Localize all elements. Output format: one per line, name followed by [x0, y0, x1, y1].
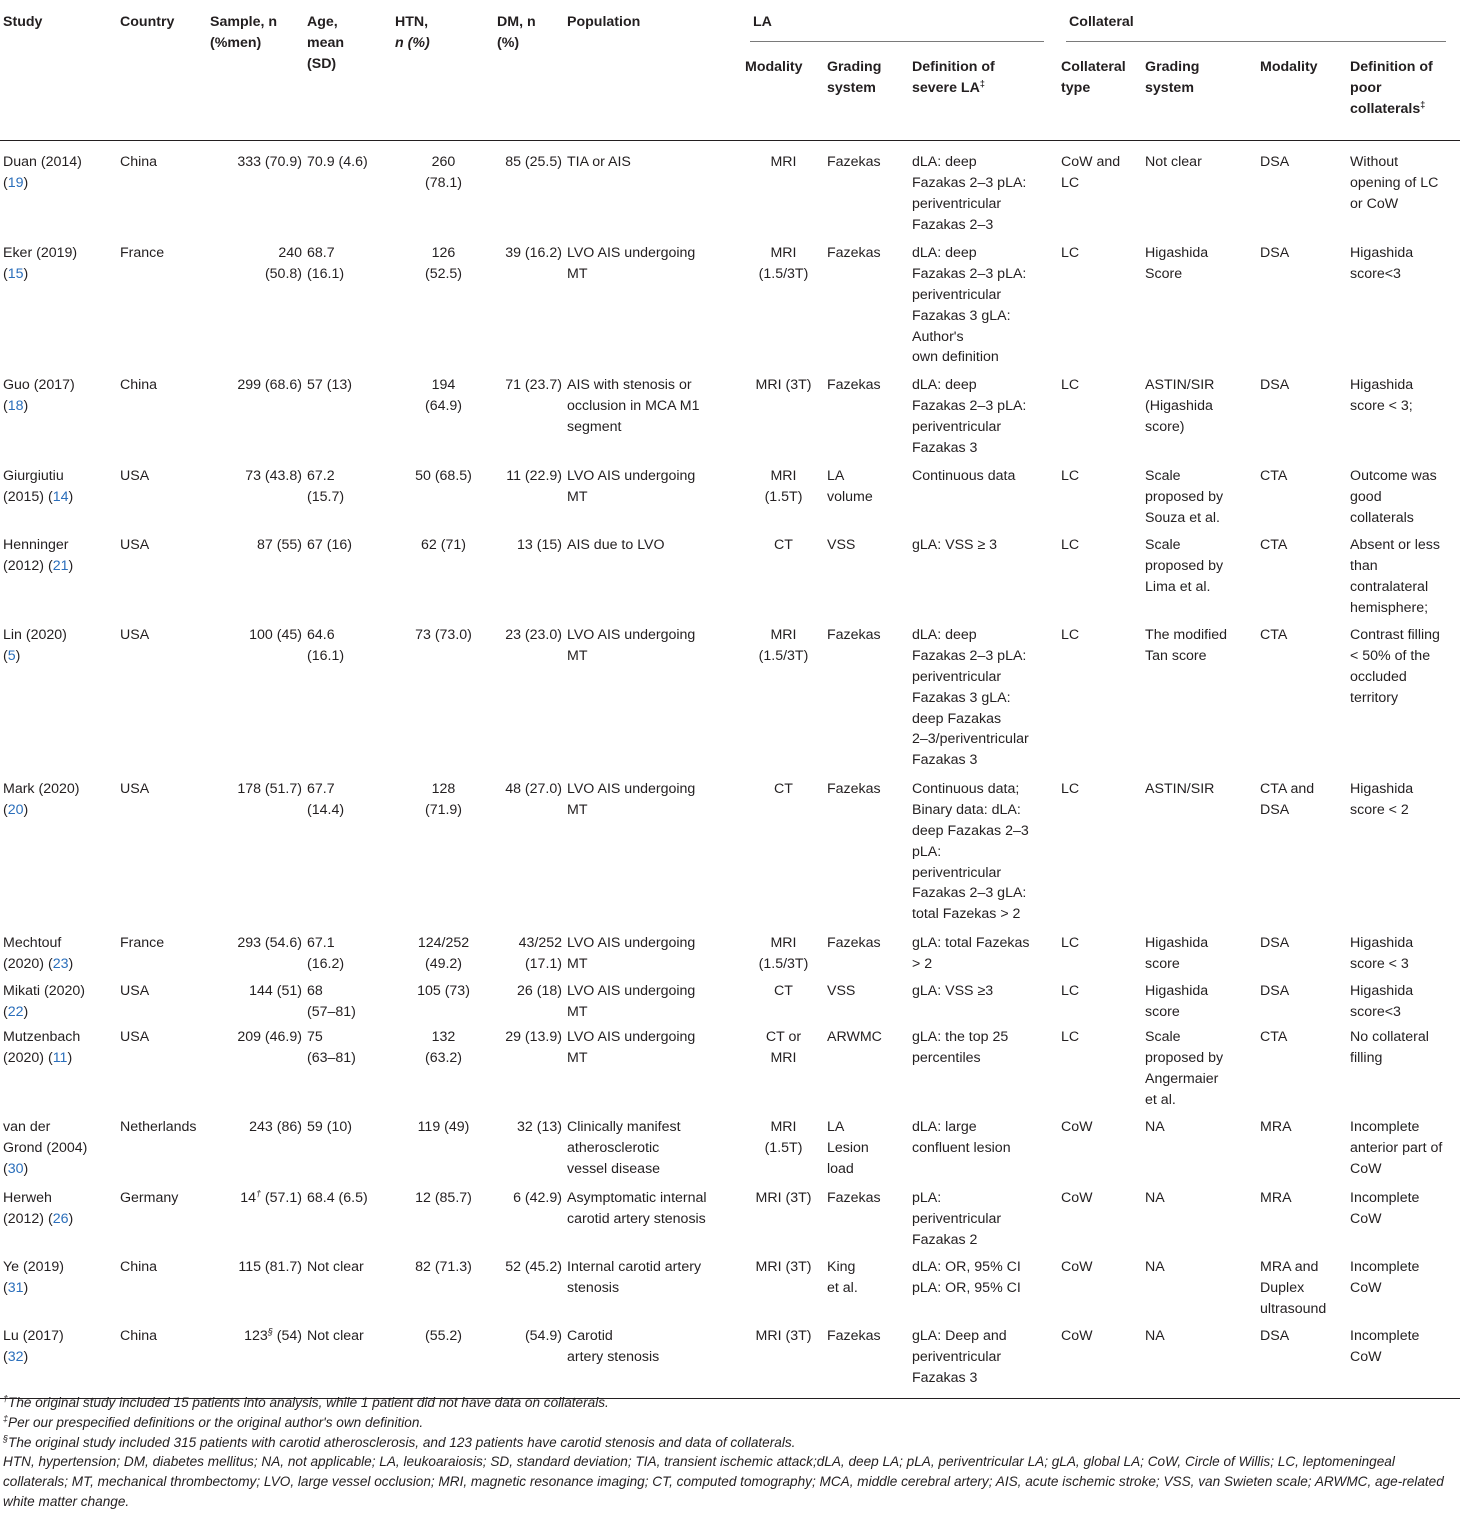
study-name: (2020)	[3, 956, 45, 973]
reference-link[interactable]: 22	[7, 1004, 24, 1021]
reference-link[interactable]: 15	[7, 266, 24, 283]
header-collateral-modality: Modality	[1260, 59, 1318, 75]
cell-population: LVO AIS undergoing MT	[567, 627, 696, 665]
cell-col-grading: ASTIN/SIR	[1145, 781, 1215, 798]
table-row	[0, 466, 1460, 535]
cell-dm: 39 (16.2)	[505, 245, 562, 262]
cell-col-modality: CTA	[1260, 1029, 1288, 1046]
cell-la-definition: dLA: deep Fazakas 2–3 pLA: periventricular Fazakas 3 gLA: Author's own definition	[912, 245, 1027, 366]
cell-country: Netherlands	[120, 1119, 197, 1136]
table-row	[0, 779, 1460, 933]
header-collateral-group: Collateral	[1058, 4, 1460, 49]
cell-la-grading: LA Lesion load	[827, 1119, 869, 1177]
cell-la-definition: Continuous data	[912, 468, 1016, 485]
cell-study: Mutzenbach (2020) (11)	[3, 1029, 81, 1067]
cell-la-definition: dLA: OR, 95% CI pLA: OR, 95% CI	[912, 1259, 1021, 1297]
cell-population: Clinically manifest atherosclerotic vessel disease	[567, 1119, 681, 1177]
cell-dm: 23 (23.0)	[505, 627, 562, 644]
study-name: Grond (2004)	[3, 1140, 88, 1157]
cell-col-grading: Scale proposed by Lima et al.	[1145, 537, 1224, 595]
cell-la-grading: ARWMC	[827, 1029, 882, 1046]
study-name: Mark (2020)	[3, 781, 80, 798]
cell-htn: (55.2)	[424, 1328, 463, 1345]
cell-country: China	[120, 1328, 158, 1345]
table-body	[0, 152, 1460, 1398]
footnote-dagger: †The original study included 15 patients into analysis, while 1 patient did not have data on collaterals.	[3, 1393, 609, 1410]
cell-la-modality: MRI (1.5/3T)	[758, 245, 809, 283]
cell-col-definition: Incomplete CoW	[1350, 1190, 1420, 1228]
cell-country: China	[120, 154, 158, 171]
cell-col-modality: CTA	[1260, 537, 1288, 554]
cell-sample: 123§ (54)	[244, 1326, 302, 1345]
cell-la-definition: dLA: deep Fazakas 2–3 pLA: periventricular Fazakas 3	[912, 377, 1027, 456]
cell-la-modality: CT or MRI	[765, 1029, 802, 1067]
cell-col-modality: CTA and DSA	[1260, 781, 1315, 819]
cell-col-modality: DSA	[1260, 935, 1290, 952]
cell-htn: 119 (49)	[417, 1119, 470, 1136]
cell-age: 68.7 (16.1)	[307, 245, 345, 283]
cell-la-grading: Fazekas	[827, 245, 881, 262]
cell-col-type: LC	[1061, 468, 1080, 485]
cell-col-modality: CTA	[1260, 468, 1288, 485]
reference-link[interactable]: 11	[52, 1050, 68, 1067]
cell-la-modality: MRI	[770, 154, 797, 171]
cell-study: Ye (2019) (31)	[3, 1259, 65, 1297]
cell-htn: 126 (52.5)	[424, 245, 463, 283]
reference-link[interactable]: 31	[7, 1280, 24, 1297]
cell-la-grading: Fazekas	[827, 935, 881, 952]
table-row	[0, 152, 1460, 243]
header-htn: HTN, n (%)	[395, 14, 430, 51]
table-row	[0, 1117, 1460, 1188]
cell-sample: 243 (86)	[249, 1119, 302, 1136]
cell-age: 67 (16)	[307, 537, 352, 554]
cell-col-type: CoW and LC	[1061, 154, 1121, 192]
cell-col-modality: MRA and Duplex ultrasound	[1260, 1259, 1327, 1317]
cell-col-modality: CTA	[1260, 627, 1288, 644]
table-row	[0, 625, 1460, 779]
cell-age: 57 (13)	[307, 377, 352, 394]
header-la-definition: Definition of severe LA‡	[912, 59, 995, 96]
cell-htn: 132 (63.2)	[424, 1029, 463, 1067]
cell-dm: 52 (45.2)	[505, 1259, 562, 1276]
header-la-modality: Modality	[745, 59, 803, 75]
header-la-grading: Grading system	[827, 59, 882, 96]
cell-col-definition: Higashida score < 3;	[1350, 377, 1414, 415]
cell-age: Not clear	[307, 1259, 364, 1276]
cell-col-grading: ASTIN/SIR (Higashida score)	[1145, 377, 1215, 435]
study-name: Ye (2019)	[3, 1259, 65, 1276]
cell-la-definition: gLA: VSS ≥ 3	[912, 537, 998, 554]
cell-la-modality: MRI (1.5/3T)	[758, 627, 809, 665]
study-name: Guo (2017)	[3, 377, 75, 394]
cell-col-definition: Contrast filling < 50% of the occluded territory	[1350, 627, 1440, 706]
study-name: van der	[3, 1119, 51, 1136]
cell-age: 68.4 (6.5)	[307, 1190, 368, 1207]
cell-population: Asymptomatic internal carotid artery stenosis	[567, 1190, 707, 1228]
cell-la-modality: CT	[774, 983, 793, 1000]
table-row	[0, 243, 1460, 375]
cell-population: LVO AIS undergoing MT	[567, 1029, 696, 1067]
cell-country: Germany	[120, 1190, 179, 1207]
cell-study: Lu (2017) (32)	[3, 1328, 64, 1366]
cell-population: AIS due to LVO	[567, 537, 665, 554]
table-row	[0, 981, 1460, 1027]
cell-htn: 105 (73)	[417, 983, 470, 1000]
footnote-section: §The original study included 315 patients with carotid atherosclerosis, and 123 patients have carotid stenosis and data of collaterals.	[3, 1433, 796, 1450]
cell-study: Herweh (2012) (26)	[3, 1190, 74, 1228]
cell-sample: 209 (46.9)	[237, 1029, 302, 1046]
cell-la-definition: dLA: deep Fazakas 2–3 pLA: periventricular Fazakas 2–3	[912, 154, 1027, 233]
cell-la-grading: VSS	[827, 537, 856, 554]
cell-age: 68 (57–81)	[307, 983, 356, 1021]
study-name: Mutzenbach	[3, 1029, 81, 1046]
cell-col-grading: Scale proposed by Souza et al.	[1145, 468, 1224, 526]
cell-age: 70.9 (4.6)	[307, 154, 368, 171]
cell-age: 64.6 (16.1)	[307, 627, 345, 665]
footnote-double-dagger: ‡Per our prespecified definitions or the original author's own definition.	[3, 1413, 424, 1430]
cell-la-modality: MRI (1.5/3T)	[758, 935, 809, 973]
table-row	[0, 535, 1460, 625]
cell-sample: 115 (81.7)	[238, 1259, 302, 1276]
cell-col-definition: Outcome was good collaterals	[1350, 468, 1437, 526]
header-la-group: LA	[742, 4, 1058, 49]
study-name: Lin (2020)	[3, 627, 67, 644]
header-age: Age, mean (SD)	[307, 14, 345, 72]
cell-sample: 100 (45)	[249, 627, 302, 644]
table-row	[0, 375, 1460, 466]
cell-col-definition: Higashida score<3	[1350, 245, 1414, 283]
cell-la-modality: MRI (1.5T)	[764, 468, 803, 506]
reference-link[interactable]: 21	[52, 558, 69, 575]
study-name: Lu (2017)	[3, 1328, 64, 1345]
cell-study: Eker (2019) (15)	[3, 245, 78, 283]
cell-col-definition: Incomplete anterior part of CoW	[1350, 1119, 1443, 1177]
cell-age: 75 (63–81)	[307, 1029, 356, 1067]
cell-col-type: CoW	[1061, 1259, 1093, 1276]
cell-age: 59 (10)	[307, 1119, 352, 1136]
study-name: Eker (2019)	[3, 245, 78, 262]
study-name: Duan (2014)	[3, 154, 82, 171]
reference-link[interactable]: 20	[7, 802, 24, 819]
cell-sample: 299 (68.6)	[237, 377, 302, 394]
header-collateral-definition: Definition of poor collaterals‡	[1350, 59, 1433, 117]
cell-col-type: LC	[1061, 537, 1080, 554]
cell-population: LVO AIS undergoing MT	[567, 245, 696, 283]
reference-link[interactable]: 14	[52, 489, 69, 506]
footnotes	[3, 1393, 1453, 1512]
cell-col-grading: Higashida Score	[1145, 245, 1209, 283]
cell-htn: 128 (71.9)	[424, 781, 463, 819]
cell-country: USA	[120, 537, 150, 554]
cell-population: LVO AIS undergoing MT	[567, 935, 696, 973]
cell-col-type: CoW	[1061, 1328, 1093, 1345]
cell-la-definition: dLA: large confluent lesion	[912, 1119, 1011, 1157]
reference-link[interactable]: 19	[7, 175, 24, 192]
table-row	[0, 1326, 1460, 1398]
cell-dm: 11 (22.9)	[506, 468, 562, 485]
table-row	[0, 1257, 1460, 1326]
cell-dm: 13 (15)	[517, 537, 562, 554]
cell-study: Henninger (2012) (21)	[3, 537, 74, 575]
cell-col-grading: Higashida score	[1145, 983, 1209, 1021]
cell-sample: 293 (54.6)	[237, 935, 302, 952]
header-population: Population	[567, 14, 641, 30]
header-sample: Sample, n (%men)	[210, 14, 278, 51]
cell-age: 67.7 (14.4)	[307, 781, 345, 819]
cell-sample: 333 (70.9)	[237, 154, 302, 171]
cell-htn: 62 (71)	[421, 537, 466, 554]
cell-study: Giurgiutiu (2015) (14)	[3, 468, 74, 506]
cell-col-type: CoW	[1061, 1119, 1093, 1136]
study-name: Mechtouf	[3, 935, 62, 952]
cell-la-grading: Fazekas	[827, 154, 881, 171]
cell-dm: (54.9)	[524, 1328, 562, 1345]
cell-la-modality: MRI (1.5T)	[764, 1119, 803, 1157]
cell-sample: 178 (51.7)	[237, 781, 302, 798]
cell-col-definition: Higashida score < 2	[1350, 781, 1414, 819]
cell-study: Mark (2020) (20)	[3, 781, 80, 819]
cell-population: LVO AIS undergoing MT	[567, 983, 696, 1021]
cell-htn: 50 (68.5)	[415, 468, 472, 485]
cell-la-modality: MRI (3T)	[755, 1328, 812, 1345]
cell-country: China	[120, 377, 158, 394]
cell-country: China	[120, 1259, 158, 1276]
reference-link[interactable]: 30	[7, 1160, 24, 1177]
header-study: Study	[3, 14, 43, 30]
cell-col-definition: Higashida score<3	[1350, 983, 1414, 1021]
cell-col-type: LC	[1061, 245, 1080, 262]
cell-col-type: CoW	[1061, 1190, 1093, 1207]
cell-col-definition: Incomplete CoW	[1350, 1259, 1420, 1297]
cell-la-grading: Fazekas	[827, 781, 881, 798]
cell-col-definition: Higashida score < 3	[1350, 935, 1414, 973]
cell-study: Mechtouf (2020) (23)	[3, 935, 74, 973]
cell-dm: 32 (13)	[517, 1119, 562, 1136]
cell-country: USA	[120, 627, 150, 644]
cell-col-modality: DSA	[1260, 377, 1290, 394]
cell-la-definition: Continuous data; Binary data: dLA: deep Fazakas 2–3 pLA: periventricular Fazakas 2–3 gLA: total Fazekas > 2	[912, 781, 1029, 923]
cell-sample: 144 (51)	[249, 983, 302, 1000]
study-name: Mikati (2020)	[3, 983, 86, 1000]
cell-country: France	[120, 935, 165, 952]
cell-country: USA	[120, 781, 150, 798]
cell-col-type: LC	[1061, 935, 1080, 952]
header-dm: DM, n (%)	[497, 14, 536, 51]
cell-col-grading: Scale proposed by Angermaier et al.	[1145, 1029, 1224, 1108]
cell-col-type: LC	[1061, 377, 1080, 394]
header-collateral-type: Collateral type	[1061, 59, 1126, 96]
cell-col-modality: DSA	[1260, 245, 1290, 262]
study-name: Herweh	[3, 1190, 52, 1207]
cell-col-modality: MRA	[1260, 1119, 1292, 1136]
cell-population: LVO AIS undergoing MT	[567, 468, 696, 506]
cell-col-definition: No collateral filling	[1350, 1029, 1429, 1067]
cell-htn: 194 (64.9)	[424, 377, 463, 415]
cell-sample: 73 (43.8)	[245, 468, 302, 485]
cell-dm: 85 (25.5)	[505, 154, 562, 171]
cell-col-grading: NA	[1145, 1190, 1165, 1207]
cell-col-grading: NA	[1145, 1328, 1165, 1345]
reference-link[interactable]: 23	[52, 956, 69, 973]
cell-la-grading: Fazekas	[827, 377, 881, 394]
cell-country: USA	[120, 1029, 150, 1046]
cell-dm: 48 (27.0)	[505, 781, 562, 798]
cell-study: Lin (2020) (5)	[3, 627, 67, 665]
cell-sample: 14† (57.1)	[240, 1188, 302, 1207]
cell-la-grading: Fazekas	[827, 1328, 881, 1345]
study-name: Giurgiutiu	[3, 468, 64, 485]
study-name: (2015)	[3, 489, 45, 506]
cell-htn: 82 (71.3)	[415, 1259, 472, 1276]
cell-la-grading: King et al.	[827, 1259, 858, 1297]
reference-link[interactable]: 18	[7, 398, 24, 415]
table-row	[0, 933, 1460, 981]
cell-study: van der Grond (2004) (30)	[3, 1119, 88, 1177]
cell-htn: 124/252 (49.2)	[417, 935, 470, 973]
cell-la-grading: Fazekas	[827, 627, 881, 644]
study-name: Henninger	[3, 537, 69, 554]
cell-dm: 29 (13.9)	[505, 1029, 562, 1046]
cell-age: 67.1 (16.2)	[307, 935, 345, 973]
cell-dm: 6 (42.9)	[513, 1190, 562, 1207]
cell-la-definition: gLA: Deep and periventricular Fazakas 3	[912, 1328, 1007, 1386]
study-characteristics-table	[0, 4, 1460, 1399]
cell-col-modality: MRA	[1260, 1190, 1292, 1207]
cell-la-definition: dLA: deep Fazakas 2–3 pLA: periventricular Fazakas 3 gLA: deep Fazakas 2–3/periventricular Fazakas 3	[912, 627, 1029, 769]
cell-country: USA	[120, 468, 150, 485]
cell-col-grading: Higashida score	[1145, 935, 1209, 973]
cell-sample: 240 (50.8)	[264, 245, 302, 283]
header-collateral-grading: Grading system	[1145, 59, 1200, 96]
cell-la-definition: gLA: total Fazekas > 2	[912, 935, 1030, 973]
footnote-abbreviations: HTN, hypertension; DM, diabetes mellitus; NA, not applicable; LA, leukoaraiosis; SD, standard deviation; TIA, transient ischemic attack;dLA, deep LA; pLA, periventricular LA; gLA, global LA; CoW, Circle of Willis; LC, leptomeningeal collaterals; MT, mechanical thrombectomy; LVO, large vessel occlusion; MRI, magnetic resonance imaging; CT, computed tomography; MCA, middle cerebral artery; AIS, acute ischemic stroke; VSS, van Swieten scale; ARWMC, age-related white matter change.	[3, 1454, 1444, 1509]
cell-col-definition: Absent or less than contralateral hemisphere;	[1350, 537, 1440, 616]
cell-population: Internal carotid artery stenosis	[567, 1259, 702, 1297]
study-name: (2012)	[3, 1211, 45, 1228]
cell-col-type: LC	[1061, 983, 1080, 1000]
cell-col-modality: DSA	[1260, 154, 1290, 171]
cell-population: Carotid artery stenosis	[567, 1328, 660, 1366]
cell-col-definition: Without opening of LC or CoW	[1350, 154, 1439, 212]
cell-age: 67.2 (15.7)	[307, 468, 345, 506]
study-name: (2012)	[3, 558, 45, 575]
cell-col-grading: NA	[1145, 1259, 1165, 1276]
cell-la-modality: MRI (3T)	[755, 377, 812, 394]
cell-col-grading: The modified Tan score	[1145, 627, 1228, 665]
cell-sample: 87 (55)	[257, 537, 302, 554]
cell-la-modality: CT	[774, 781, 793, 798]
header-country: Country	[120, 14, 175, 30]
cell-la-modality: CT	[774, 537, 793, 554]
cell-htn: 260 (78.1)	[424, 154, 463, 192]
cell-la-grading: LA volume	[827, 468, 873, 506]
cell-col-modality: DSA	[1260, 983, 1290, 1000]
cell-col-definition: Incomplete CoW	[1350, 1328, 1420, 1366]
table-row	[0, 1188, 1460, 1257]
cell-population: LVO AIS undergoing MT	[567, 781, 696, 819]
cell-la-modality: MRI (3T)	[755, 1190, 812, 1207]
study-name: (2020)	[3, 1050, 45, 1067]
cell-study: Guo (2017) (18)	[3, 377, 75, 415]
cell-la-grading: Fazekas	[827, 1190, 881, 1207]
cell-study: Duan (2014) (19)	[3, 154, 82, 192]
cell-population: AIS with stenosis or occlusion in MCA M1 segment	[567, 377, 700, 435]
cell-col-modality: DSA	[1260, 1328, 1290, 1345]
cell-study: Mikati (2020) (22)	[3, 983, 86, 1021]
cell-population: TIA or AIS	[567, 154, 631, 171]
reference-link[interactable]: 26	[52, 1211, 69, 1228]
cell-la-definition: gLA: the top 25 percentiles	[912, 1029, 1009, 1067]
cell-dm: 71 (23.7)	[505, 377, 562, 394]
cell-la-modality: MRI (3T)	[755, 1259, 812, 1276]
table-row	[0, 1027, 1460, 1117]
cell-la-definition: gLA: VSS ≥3	[912, 983, 994, 1000]
cell-col-type: LC	[1061, 781, 1080, 798]
cell-country: France	[120, 245, 165, 262]
cell-col-type: LC	[1061, 1029, 1080, 1046]
reference-link[interactable]: 5	[7, 648, 16, 665]
cell-htn: 12 (85.7)	[415, 1190, 472, 1207]
cell-la-grading: VSS	[827, 983, 856, 1000]
cell-col-grading: Not clear	[1145, 154, 1202, 171]
cell-dm: 26 (18)	[517, 983, 562, 1000]
cell-col-grading: NA	[1145, 1119, 1165, 1136]
cell-htn: 73 (73.0)	[415, 627, 472, 644]
cell-col-type: LC	[1061, 627, 1080, 644]
reference-link[interactable]: 32	[7, 1349, 24, 1366]
cell-country: USA	[120, 983, 150, 1000]
cell-dm: 43/252 (17.1)	[518, 935, 562, 973]
cell-la-definition: pLA: periventricular Fazakas 2	[912, 1190, 1002, 1248]
cell-age: Not clear	[307, 1328, 364, 1345]
